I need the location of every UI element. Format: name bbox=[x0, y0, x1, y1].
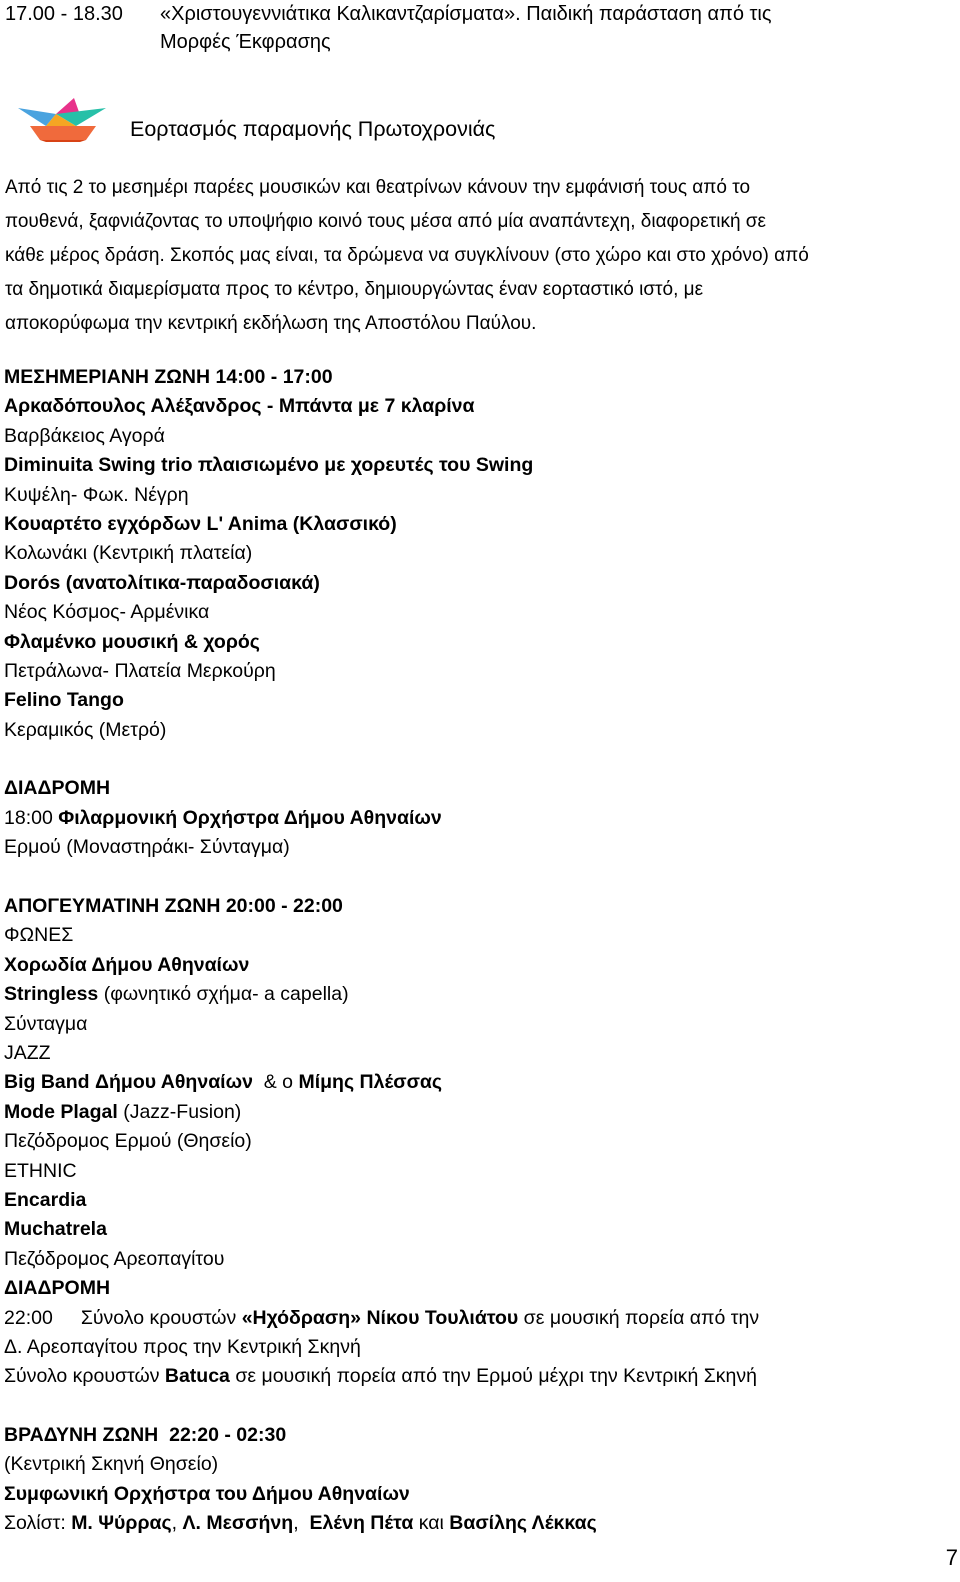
route-act-leader: Νίκου Τουλιάτου bbox=[366, 1306, 519, 1329]
act-name: Diminuita Swing trio πλαισιωμένο με χορευτές του Swing bbox=[4, 454, 534, 477]
muchatrela-name: Muchatrela bbox=[4, 1218, 107, 1241]
voices-label: ΦΩΝΕΣ bbox=[4, 924, 74, 947]
route-act-name: Φιλαρμονική Ορχήστρα Δήμου Αθηναίων bbox=[58, 806, 442, 829]
conjunction: και bbox=[413, 1512, 450, 1535]
route-act bbox=[4, 804, 954, 833]
intro-line: Από τις 2 το μεσημέρι παρέες μουσικών και θεατρίνων κάνουν την εμφάνισή τους από το bbox=[5, 177, 751, 198]
page-number: 7 bbox=[945, 1545, 958, 1570]
soloist-name: Ελένη Πέτα bbox=[309, 1512, 414, 1535]
evening-zone-title: ΒΡΑΔΥΝΗ ΖΩΝΗ 22:20 - 02:30 bbox=[4, 1424, 287, 1447]
route-act bbox=[4, 1304, 954, 1333]
schedule-list bbox=[4, 363, 954, 1539]
jazz-label: JAZZ bbox=[4, 1041, 51, 1064]
evening-place: (Κεντρική Σκηνή Θησείο) bbox=[4, 1453, 219, 1476]
mode-plagal-line bbox=[4, 1098, 954, 1127]
bigband-name: Big Band Δήμου Αθηναίων bbox=[4, 1071, 253, 1094]
act-name: Dorós (ανατολίτικα-παραδοσιακά) bbox=[4, 571, 320, 594]
voices-place: Σύνταγμα bbox=[4, 1012, 88, 1035]
top-event-organizer: Μορφές Έκφρασης bbox=[160, 31, 331, 53]
act-name: Αρκαδόπουλος Αλέξανδρος - Μπάντα με 7 κλαρίνα bbox=[4, 395, 475, 418]
midday-zone-title: ΜΕΣΗΜΕΡΙΑΝΗ ΖΩΝΗ 14:00 - 17:00 bbox=[4, 366, 333, 388]
ethnic-label: ETHNIC bbox=[4, 1159, 77, 1182]
route-text: σε μουσική πορεία από την bbox=[518, 1306, 760, 1329]
act-name: Felino Tango bbox=[4, 689, 124, 712]
intro-line: τα δημοτικά διαμερίσματα προς το κέντρο, δημιουργώντας έναν εορταστικό ιστό, με bbox=[5, 279, 704, 300]
route-time: 22:00 bbox=[4, 1306, 53, 1329]
act-place: Πετράλωνα- Πλατεία Μερκούρη bbox=[4, 659, 276, 682]
mode-plagal-desc: (Jazz-Fusion) bbox=[117, 1100, 242, 1123]
route-text: σε μουσική πορεία από την Ερμού μέχρι την Κεντρική Σκηνή bbox=[229, 1365, 757, 1388]
paper-boat-logo-icon bbox=[16, 96, 108, 144]
route-act-name: Batuca bbox=[164, 1365, 230, 1388]
intro-paragraph bbox=[5, 171, 960, 341]
route-text-cont: Δ. Αρεοπαγίτου προς την Κεντρική Σκηνή bbox=[4, 1335, 361, 1358]
act-place: Νέος Κόσμος- Αρμένικα bbox=[4, 601, 210, 624]
stringless-name: Stringless bbox=[4, 983, 99, 1006]
stringless-line bbox=[4, 980, 954, 1009]
ethnic-place: Πεζόδρομος Αρεοπαγίτου bbox=[4, 1247, 225, 1270]
jazz-place: Πεζόδρομος Ερμού (Θησείο) bbox=[4, 1130, 252, 1153]
soloists-label: Σολίστ: bbox=[4, 1512, 72, 1535]
route-act-name: «Ηχόδραση» bbox=[241, 1306, 362, 1329]
route-text: Σύνολο κρουστών bbox=[4, 1365, 165, 1388]
separator: , bbox=[293, 1512, 310, 1535]
bigband-and: & ο bbox=[252, 1071, 299, 1094]
bigband-guest: Μίμης Πλέσσας bbox=[298, 1071, 443, 1094]
bigband-line bbox=[4, 1068, 954, 1097]
orchestra-name: Συμφωνική Ορχήστρα του Δήμου Αθηναίων bbox=[4, 1482, 410, 1505]
soloist-name: Μ. Ψύρρας bbox=[71, 1512, 172, 1535]
intro-line: αποκορύφωμα την κεντρική εκδήλωση της Αποστόλου Παύλου. bbox=[5, 313, 537, 334]
encardia-name: Encardia bbox=[4, 1188, 87, 1211]
route-text: Σύνολο κρουστών bbox=[80, 1306, 242, 1329]
act-place: Βαρβάκειος Αγορά bbox=[4, 424, 165, 447]
act-place: Κολωνάκι (Κεντρική πλατεία) bbox=[4, 542, 253, 565]
intro-line: πουθενά, ξαφνιάζοντας το υποψήφιο κοινό τους μέσα από μία αναπάντεχη, διαφορετική σε bbox=[5, 211, 766, 232]
choir-name: Χορωδία Δήμου Αθηναίων bbox=[4, 953, 250, 976]
route-place: Ερμού (Μοναστηράκι- Σύνταγμα) bbox=[4, 836, 290, 859]
section-heading: Εορτασμός παραμονής Πρωτοχρονιάς bbox=[130, 117, 496, 141]
mode-plagal-name: Mode Plagal bbox=[4, 1100, 118, 1123]
soloist-name: Λ. Μεσσήνη bbox=[182, 1512, 294, 1535]
stringless-desc: (φωνητικό σχήμα- a capella) bbox=[98, 983, 349, 1006]
soloist-name: Βασίλης Λέκκας bbox=[449, 1512, 597, 1535]
afternoon-zone-title: ΑΠΟΓΕΥΜΑΤΙΝΗ ΖΩΝΗ 20:00 - 22:00 bbox=[4, 895, 343, 918]
act-name: Κουαρτέτο εγχόρδων L' Anima (Κλασσικό) bbox=[4, 512, 397, 535]
act-place: Κυψέλη- Φωκ. Νέγρη bbox=[4, 483, 189, 506]
top-time: 17.00 - 18.30 bbox=[5, 3, 123, 25]
soloists-line bbox=[4, 1509, 954, 1538]
intro-line: κάθε μέρος δράση. Σκοπός μας είναι, τα δρώμενα να συγκλίνουν (στο χώρο και στο χρόνο) από bbox=[5, 245, 809, 266]
top-event-title: «Χριστουγεννιάτικα Καλικαντζαρίσματα». Παιδική παράσταση από τις bbox=[160, 3, 772, 25]
route-time: 18:00 bbox=[4, 806, 53, 829]
separator: , bbox=[171, 1512, 183, 1535]
route-title: ΔΙΑΔΡΟΜΗ bbox=[4, 1277, 111, 1300]
route-title: ΔΙΑΔΡΟΜΗ bbox=[4, 777, 111, 800]
act-name: Φλαμένκο μουσική & χορός bbox=[4, 630, 260, 653]
act-place: Κεραμικός (Μετρό) bbox=[4, 718, 167, 741]
route-act bbox=[4, 1362, 954, 1391]
